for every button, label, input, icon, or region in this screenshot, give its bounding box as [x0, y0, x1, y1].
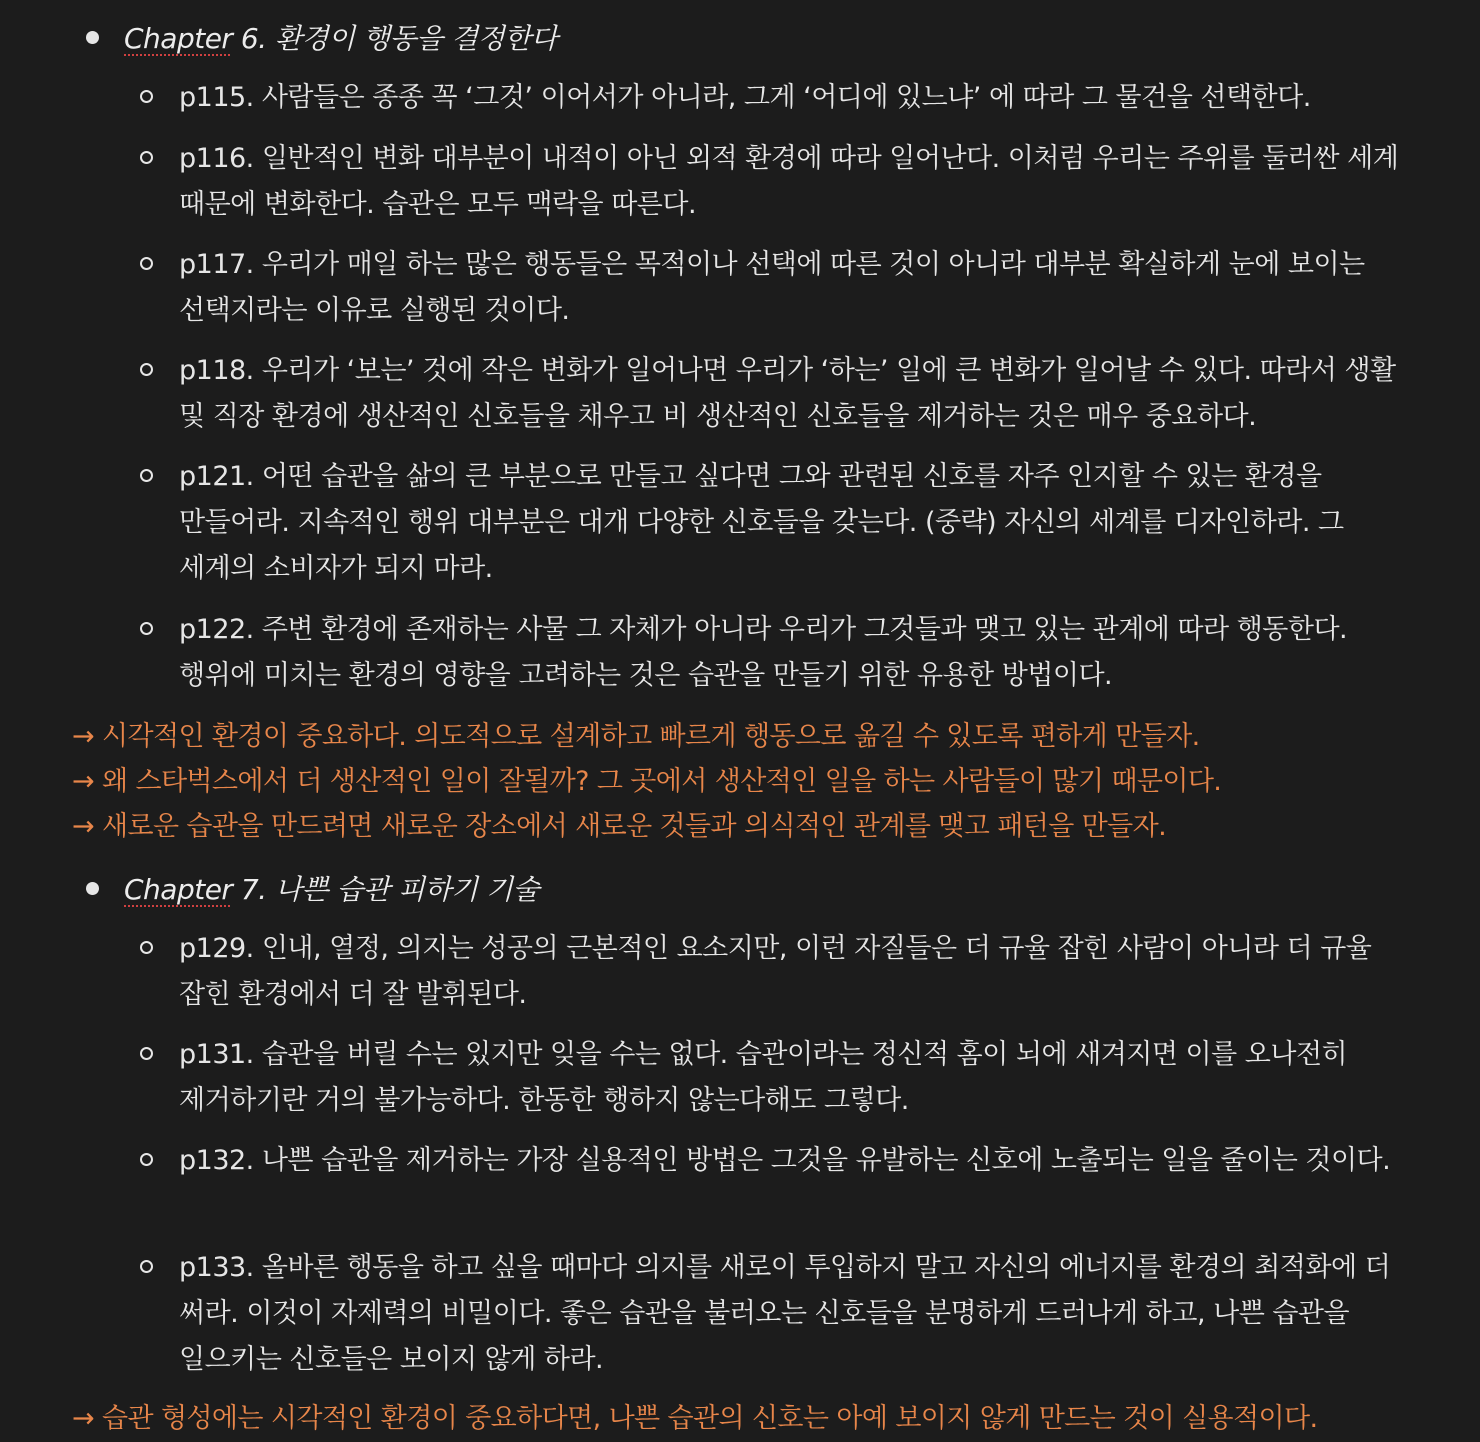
list-item — [140, 136, 1415, 228]
list-item — [140, 1032, 1415, 1124]
list-item-text: p117. 우리가 매일 하는 많은 행동들은 목적이나 선택에 따른 것이 아니라 대부분 확실하게 눈에 보이는 선택지라는 이유로 실행된 것이다. — [179, 249, 1365, 326]
list-item-text: p116. 일반적인 변화 대부분이 내적이 아닌 외적 환경에 따라 일어난다. 이처럼 우리는 주위를 둘러싼 세계 때문에 변화한다. 습관은 모두 맥락을 따른다. — [179, 143, 1399, 220]
note-line: → 왜 스타벅스에서 더 생산적인 일이 잘될까? 그 곳에서 생산적인 일을 하는 사람들이 많기 때문이다. — [72, 766, 1222, 797]
list-item-text: p115. 사람들은 종종 꼭 ‘그것’ 이어서가 아니라, 그게 ‘어디에 있느냐’ 에 따라 그 물건을 선택한다. — [179, 82, 1311, 113]
list-item-text: p118. 우리가 ‘보는’ 것에 작은 변화가 일어나면 우리가 ‘하는’ 일에 큰 변화가 일어날 수 있다. 따라서 생활 및 직장 환경에 생산적인 신호들을 채우고 비 생산적인 신호들을 제거하는 것은 매우 중요하다. — [179, 355, 1396, 432]
chapter-heading — [86, 865, 539, 911]
note-line: → 시각적인 환경이 중요하다. 의도적으로 설계하고 빠르게 행동으로 옮길 수 있도록 편하게 만들자. — [72, 721, 1200, 752]
chapter-title-prefix: Chapter — [124, 22, 233, 55]
circle-bullet-icon — [140, 1153, 153, 1166]
chapter-title — [124, 868, 539, 908]
circle-bullet-icon — [140, 622, 153, 635]
list-item — [140, 454, 1415, 592]
circle-bullet-icon — [140, 1260, 153, 1273]
list-item — [140, 1138, 1415, 1184]
circle-bullet-icon — [140, 151, 153, 164]
list-item-text: p121. 어떤 습관을 삶의 큰 부분으로 만들고 싶다면 그와 관련된 신호를 자주 인지할 수 있는 환경을 만들어라. 지속적인 행위 대부분은 대개 다양한 신호들을 갖는다. (중략) 자신의 세계를 디자인하라. 그 세계의 소비자가 되지 마라. — [179, 461, 1344, 584]
list-item — [140, 926, 1415, 1018]
list-item-text: p122. 주변 환경에 존재하는 사물 그 자체가 아니라 우리가 그것들과 맺고 있는 관계에 따라 행동한다. 행위에 미치는 환경의 영향을 고려하는 것은 습관을 만들기 위한 유용한 방법이다. — [179, 614, 1348, 691]
circle-bullet-icon — [140, 90, 153, 103]
list-item — [140, 242, 1415, 334]
bullet-icon — [86, 31, 99, 44]
chapter-title-rest: 7. 나쁜 습관 피하기 기술 — [232, 873, 540, 906]
list-item-text: p129. 인내, 열정, 의지는 성공의 근본적인 요소지만, 이런 자질들은 더 규율 잡힌 사람이 아니라 더 규율 잡힌 환경에서 더 잘 발휘된다. — [179, 933, 1372, 1010]
list-item — [140, 75, 1415, 121]
list-item-text: p132. 나쁜 습관을 제거하는 가장 실용적인 방법은 그것을 유발하는 신호에 노출되는 일을 줄이는 것이다. — [179, 1145, 1391, 1176]
circle-bullet-icon — [140, 941, 153, 954]
list-item — [140, 1245, 1415, 1383]
circle-bullet-icon — [140, 257, 153, 270]
list-item-text: p131. 습관을 버릴 수는 있지만 잊을 수는 없다. 습관이라는 정신적 홈이 뇌에 새겨지면 이를 오나전히 제거하기란 거의 불가능하다. 한동한 행하지 않는다해도 그렇다. — [179, 1039, 1348, 1116]
list-item — [140, 607, 1415, 699]
note-line: → 습관 형성에는 시각적인 환경이 중요하다면, 나쁜 습관의 신호는 아예 보이지 않게 만드는 것이 실용적이다. — [72, 1403, 1318, 1434]
circle-bullet-icon — [140, 469, 153, 482]
circle-bullet-icon — [140, 1047, 153, 1060]
chapter-title-rest: 6. 환경이 행동을 결정한다 — [232, 22, 558, 55]
chapter-heading — [86, 14, 557, 60]
note-line: → 새로운 습관을 만드려면 새로운 장소에서 새로운 것들과 의식적인 관계를 맺고 패턴을 만들자. — [72, 811, 1167, 842]
list-item — [140, 348, 1415, 440]
chapter-title-prefix: Chapter — [124, 873, 233, 906]
bullet-icon — [86, 882, 99, 895]
circle-bullet-icon — [140, 363, 153, 376]
list-item-text: p133. 올바른 행동을 하고 싶을 때마다 의지를 새로이 투입하지 말고 자신의 에너지를 환경의 최적화에 더 써라. 이것이 자제력의 비밀이다. 좋은 습관을 불러오는 신호들을 분명하게 드러나게 하고, 나쁜 습관을 일으키는 신호들은 보이지 않게 하라. — [179, 1252, 1391, 1375]
chapter-title — [124, 17, 557, 57]
